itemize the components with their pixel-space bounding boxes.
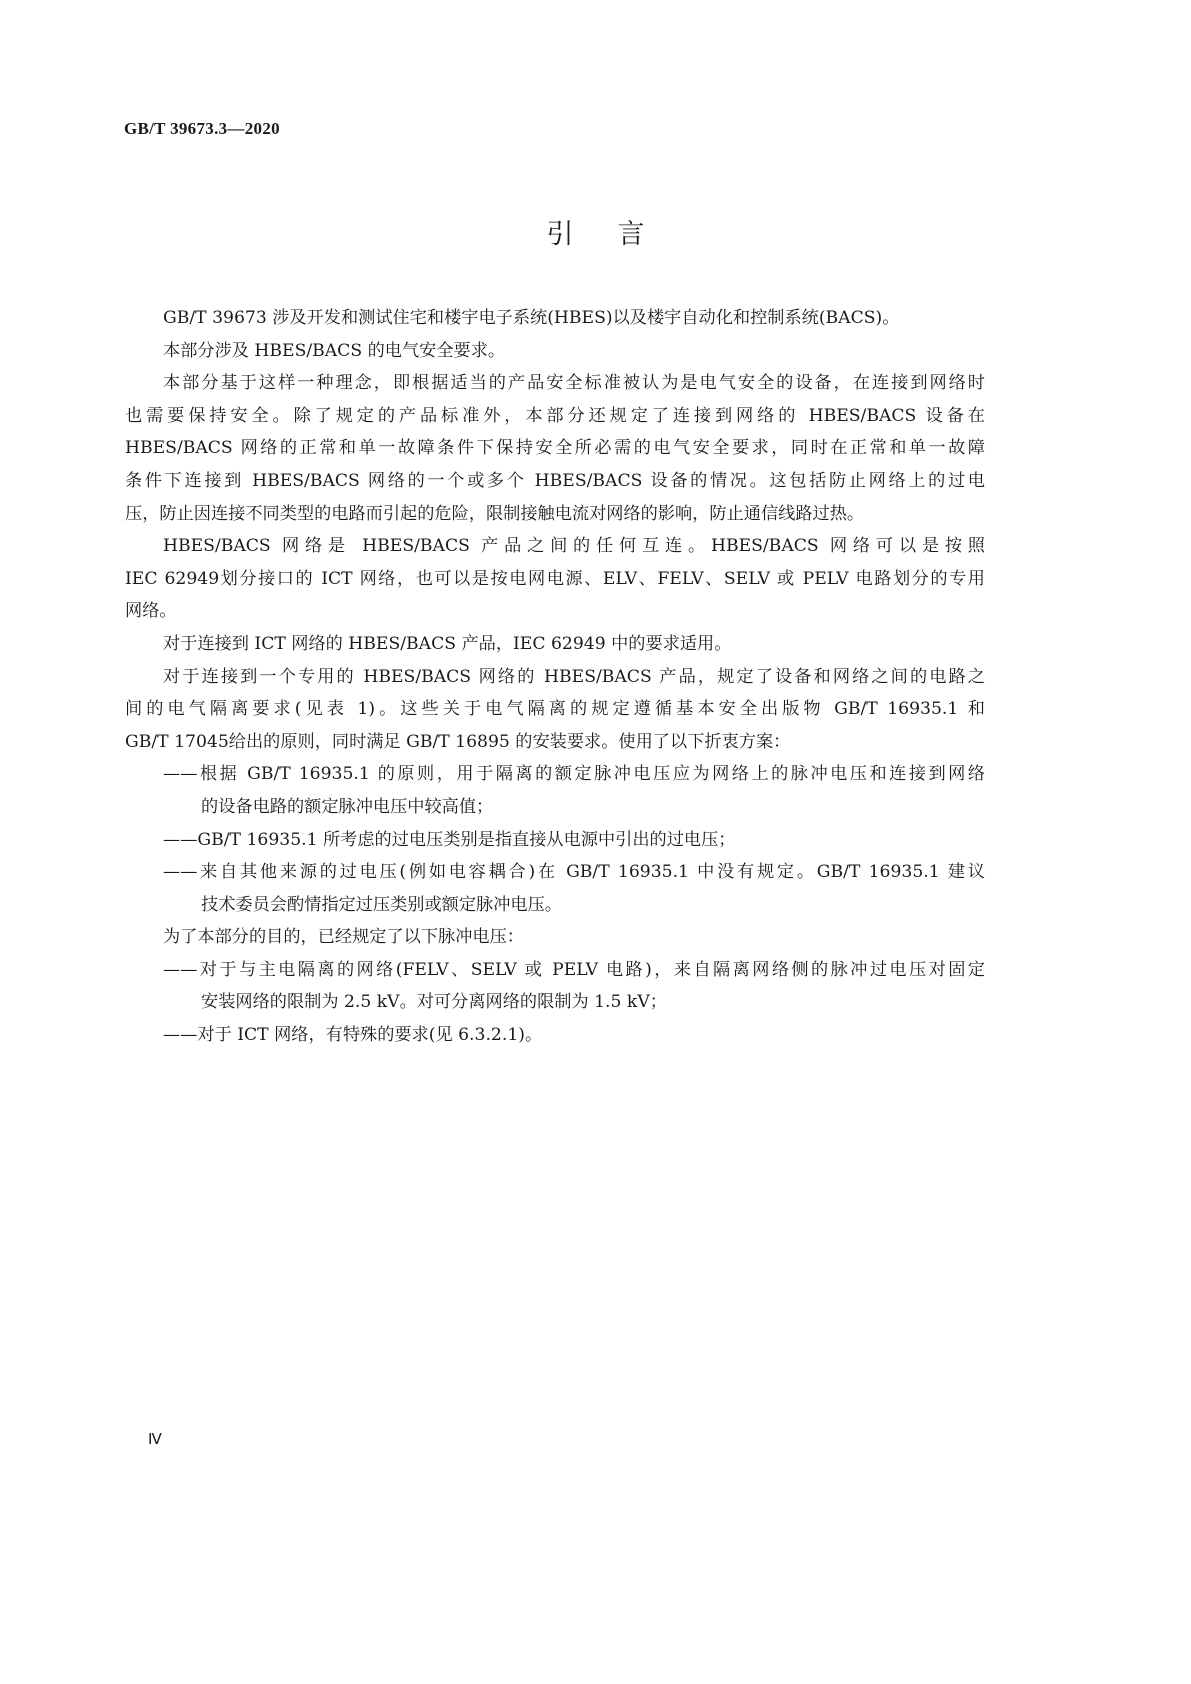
list-item (125, 824, 985, 857)
paragraph (125, 628, 985, 661)
text-line: ——对于与主电隔离的网络(FELV、SELV 或 PELV 电路)，来自隔离网络侧的脉冲过电压对固定 (163, 959, 985, 980)
text-line: 本部分基于这样一种理念，即根据适当的产品安全标准被认为是电气安全的设备，在连接到网络时 (163, 373, 985, 394)
paragraph (125, 921, 985, 954)
text-line: HBES/BACS 网络的正常和单一故障条件下保持安全所必需的电气安全要求，同时在正常和单一故障 (125, 438, 985, 459)
title-char: 言 (617, 219, 645, 250)
text-line: ——GB/T 16935.1 所考虑的过电压类别是指直接从电源中引出的过电压； (163, 829, 736, 850)
text-line: 安装网络的限制为 2.5 kV。对可分离网络的限制为 1.5 kV； (201, 992, 667, 1013)
text-line: 的设备电路的额定脉冲电压中较高值； (201, 796, 494, 817)
text-line: GB/T 39673 涉及开发和测试住宅和楼宇电子系统(HBES)以及楼宇自动化和控制系统(BACS)。 (163, 308, 900, 328)
list-item (125, 1019, 985, 1052)
text-line: GB/T 17045给出的原则，同时满足 GB/T 16895 的安装要求。使用了以下折衷方案： (125, 731, 791, 752)
list-item (125, 856, 985, 921)
text-line: ——来自其他来源的过电压(例如电容耦合)在 GB/T 16935.1 中没有规定。GB/T 16935.1 建议 (163, 862, 985, 883)
list-item (125, 954, 985, 1019)
text-line: HBES/BACS 网络是 HBES/BACS 产品之间的任何互连。HBES/BACS 网络可以是按照 (163, 536, 985, 557)
text-line: 对于连接到 ICT 网络的 HBES/BACS 产品，IEC 62949 中的要求适用。 (163, 633, 732, 654)
document-body (125, 302, 985, 1052)
text-line: 技术委员会酌情指定过压类别或额定脉冲电压。 (201, 894, 562, 915)
text-line: ——对于 ICT 网络，有特殊的要求(见 6.3.2.1)。 (163, 1025, 543, 1046)
text-line: 间的电气隔离要求(见表 1)。这些关于电气隔离的规定遵循基本安全出版物 GB/T 16935.1 和 (125, 699, 985, 720)
list-item (125, 758, 985, 823)
paragraph (125, 302, 985, 335)
text-line: 网络。 (125, 601, 177, 622)
paragraph (125, 335, 985, 368)
paragraph (125, 661, 985, 759)
text-line: 也需要保持安全。除了规定的产品标准外，本部分还规定了连接到网络的 HBES/BACS 设备在 (125, 405, 985, 426)
text-line: 对于连接到一个专用的 HBES/BACS 网络的 HBES/BACS 产品，规定了设备和网络之间的电路之 (163, 666, 985, 687)
text-line: 条件下连接到 HBES/BACS 网络的一个或多个 HBES/BACS 设备的情况。这包括防止网络上的过电 (125, 470, 985, 491)
text-line: ——根据 GB/T 16935.1 的原则，用于隔离的额定脉冲电压应为网络上的脉冲电压和连接到网络 (163, 764, 985, 785)
paragraph (125, 530, 985, 628)
paragraph (125, 367, 985, 530)
title-char: 引 (546, 219, 574, 250)
standard-code-header: GB/T 39673.3—2020 (124, 119, 280, 138)
page-title (0, 212, 1191, 251)
page-number: Ⅳ (148, 1432, 162, 1448)
text-line: 为了本部分的目的，已经规定了以下脉冲电压： (163, 927, 524, 948)
text-line: 压，防止因连接不同类型的电路而引起的危险，限制接触电流对网络的影响，防止通信线路过热。 (125, 503, 865, 524)
text-line: 本部分涉及 HBES/BACS 的电气安全要求。 (163, 340, 506, 361)
text-line: IEC 62949划分接口的 ICT 网络，也可以是按电网电源、ELV、FELV、SELV 或 PELV 电路划分的专用 (125, 568, 985, 589)
